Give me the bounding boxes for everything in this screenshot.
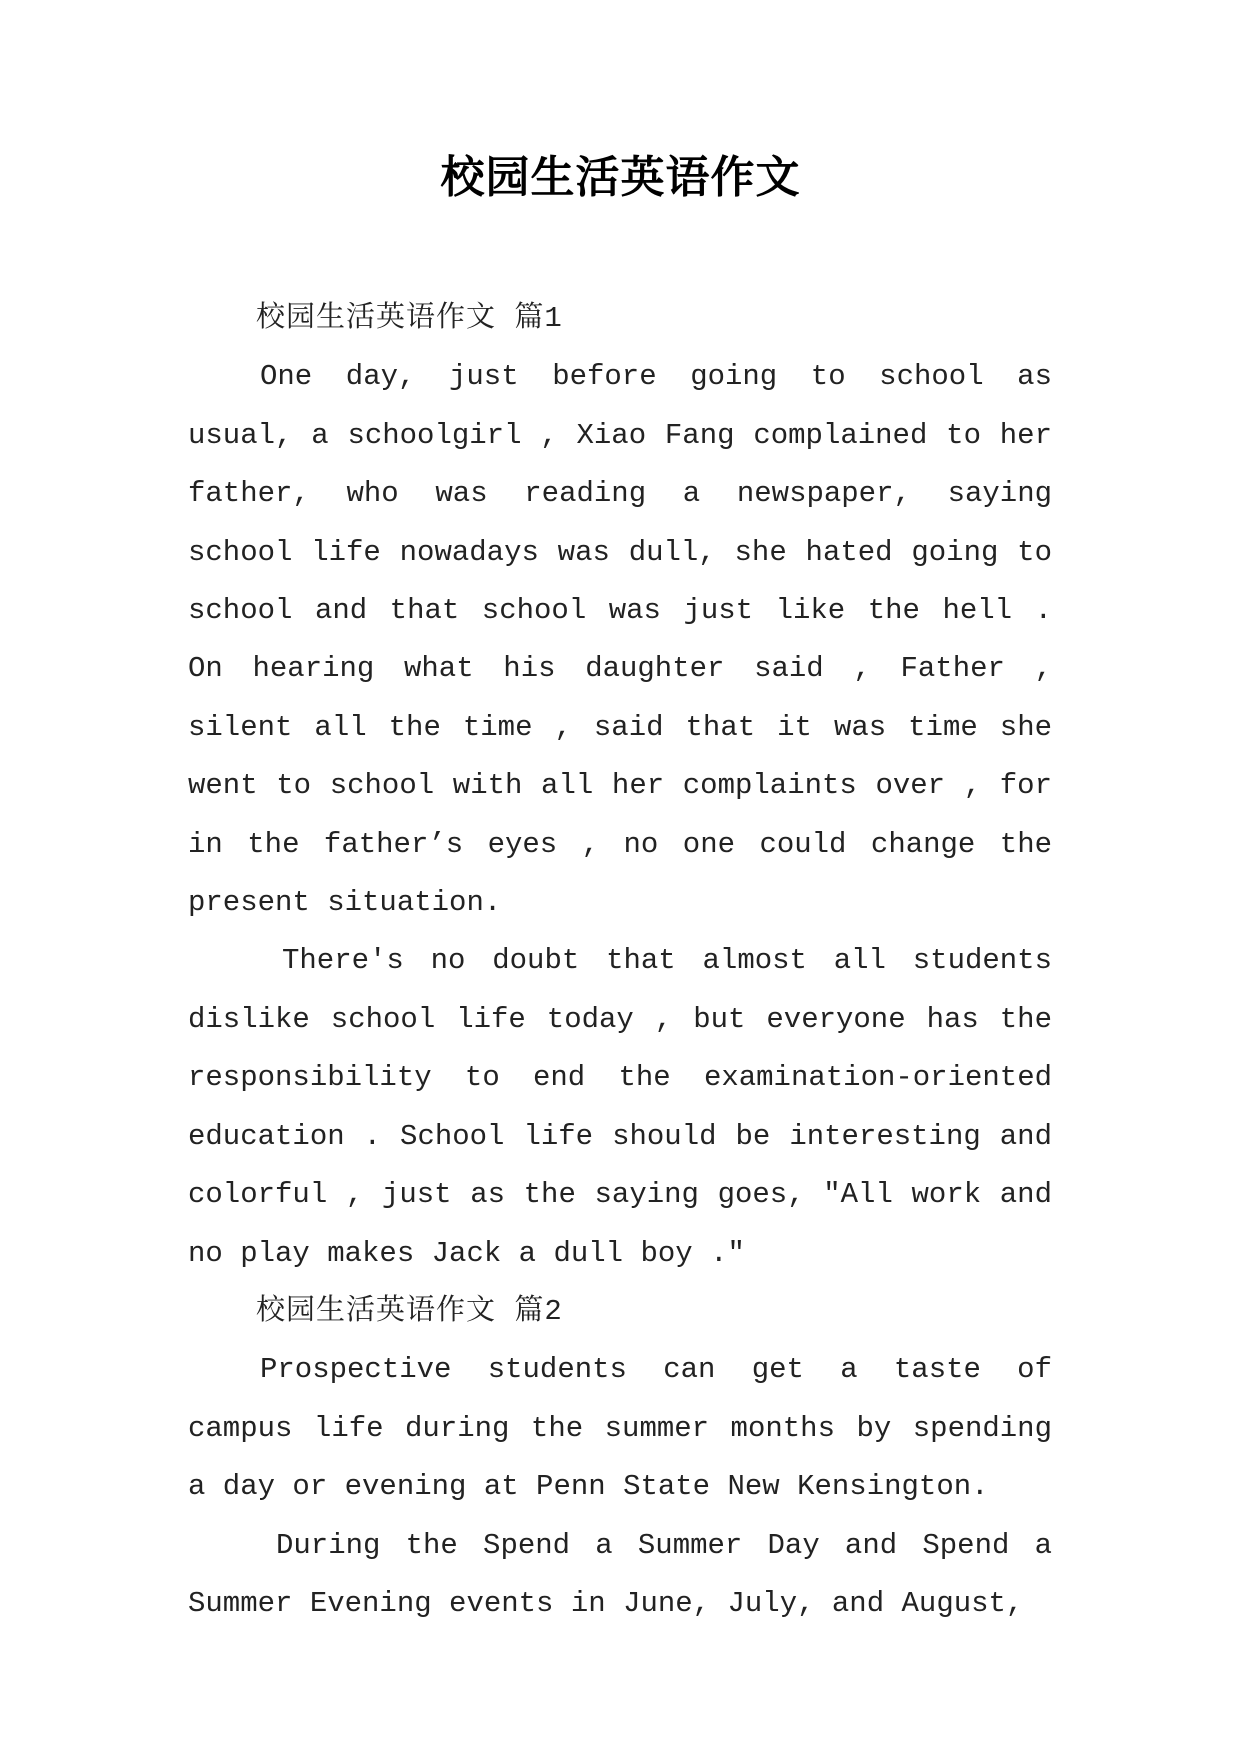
- section-2-paragraph-2: During the Spend a Summer Day and Spend a Summer Evening events in June, July, and August,: [188, 1528, 1052, 1620]
- section-heading-2: 校园生活英语作文 篇2: [256, 1294, 563, 1328]
- document-title: 校园生活英语作文: [440, 152, 801, 203]
- section-1-paragraph-2: There's no doubt that almost all students dislike school life today , but everyone has the responsibility to end the examination-oriented education . School life should be interesting and colorful , just as the saying goes, "All work and no play makes Jack a dull boy .": [188, 944, 1052, 1270]
- section-2-paragraph-1: Prospective students can get a taste of campus life during the summer months by spending a day or evening at Penn State New Kensington.: [188, 1353, 1052, 1504]
- section-heading-1: 校园生活英语作文 篇1: [256, 302, 563, 335]
- section-1-paragraph-1: One day, just before going to school as usual, a schoolgirl , Xiao Fang complained to her father, who was reading a newspaper, saying school life nowadays was dull, she hated going to school and that school was just like the hell . On hearing what his daughter said , Father , silent all the time , said that it was time she went to school with all her complaints over , for in the father’s eyes , no one could change the present situation.: [188, 360, 1052, 920]
- document-body: [188, 290, 1052, 1633]
